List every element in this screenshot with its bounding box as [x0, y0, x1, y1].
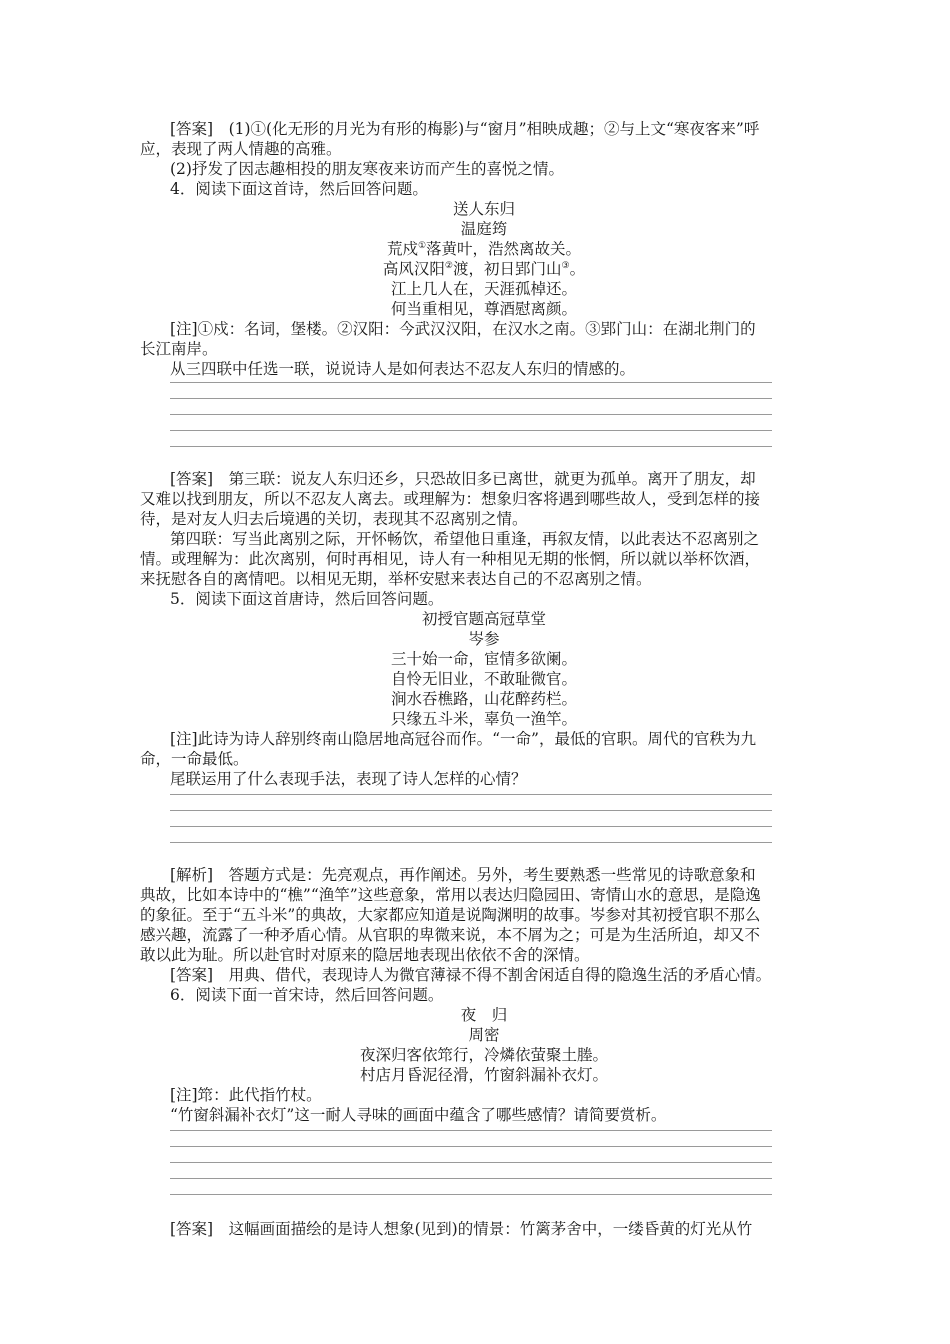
analysis-text: 敢以此为耻。所以赴官时对原来的隐居地表现出依依不舍的深情。: [140, 946, 590, 964]
poem-text: 落黄叶，浩然离故关。: [426, 240, 582, 258]
answer-text: [答案] 这幅画面描绘的是诗人想象(见到)的情景：竹篱茅舍中，一缕昏黄的灯光从竹: [170, 1220, 753, 1238]
question-prompt: “竹窗斜漏补衣灯”这一耐人寻味的画面中蕴含了哪些感情？请简要赏析。: [170, 1106, 667, 1124]
poem-title: 送人东归: [452, 200, 515, 218]
answer-line: [170, 1178, 772, 1179]
question-heading: 5．阅读下面这首唐诗，然后回答问题。: [170, 590, 444, 608]
answer-line: [170, 794, 772, 795]
poem-text: 荒戍: [386, 240, 418, 258]
answer-line: [170, 1146, 772, 1147]
answer-line: [170, 842, 772, 843]
analysis-text: [解析] 答题方式是：先亮观点，再作阐述。另外，考生要熟悉一些常见的诗歌意象和: [170, 866, 756, 884]
answer-line: [170, 382, 772, 383]
answer-line: [170, 398, 772, 399]
poem-line: 只缘五斗米，辜负一渔竿。: [390, 710, 577, 728]
poem-author: 岑参: [468, 630, 500, 648]
question-heading: 4．阅读下面这首诗，然后回答问题。: [170, 180, 428, 198]
analysis-text: 感兴趣，流露了一种矛盾心情。从官职的卑微来说，本不屑为之；可是为生活所迫，却又不: [140, 926, 761, 944]
answer-text: [答案] 第三联：说友人东归还乡，只恐故旧多已离世，就更为孤单。离开了朋友，却: [170, 470, 756, 488]
question-prompt: 从三四联中任选一联，说说诗人是如何表达不忍友人东归的情感的。: [170, 360, 636, 378]
answer-text: 又难以找到朋友，所以不忍友人离去。或理解为：想象归客将遇到哪些故人，受到怎样的接: [140, 490, 761, 508]
question-prompt: 尾联运用了什么表现手法，表现了诗人怎样的心情？: [170, 770, 527, 788]
note-text: [注]筇：此代指竹杖。: [170, 1086, 322, 1104]
poem-line: [140, 240, 828, 258]
answer-text: [答案] 用典、借代，表现诗人为微官薄禄不得不割舍闲适自得的隐逸生活的矛盾心情。: [170, 966, 772, 984]
answer-text: 情。或理解为：此次离别，何时再相见，诗人有一种相见无期的怅惘，所以就以举杯饮酒，: [140, 550, 761, 568]
poem-title: 夜 归: [460, 1006, 508, 1024]
poem-title: 初授官题高冠草堂: [421, 610, 546, 628]
footnote-marker: ②: [444, 261, 453, 271]
poem-line: 自怜无旧业，不敢耻微官。: [390, 670, 577, 688]
poem-line: 村店月昏泥径滑，竹窗斜漏补衣灯。: [359, 1066, 608, 1084]
poem-line: 涧水吞樵路，山花醉药栏。: [390, 690, 577, 708]
answer-text: 第四联：写当此离别之际，开怀畅饮，希望他日重逢，再叙友情，以此表达不忍离别之: [170, 530, 760, 548]
answer-line: [170, 430, 772, 431]
note-text: 命，一命最低。: [140, 750, 249, 768]
note-text: [注]此诗为诗人辞别终南山隐居地高冠谷而作。“一命”，最低的官职。周代的官秩为九: [170, 730, 756, 748]
poem-text: 高风汉阳: [382, 260, 445, 278]
note-text: [注]①戍：名词，堡楼。②汉阳：今武汉汉阳，在汉水之南。③郢门山：在湖北荆门的: [170, 320, 756, 338]
answer-line: [170, 414, 772, 415]
poem-line: [140, 260, 828, 278]
answer-text: (2)抒发了因志趣相投的朋友寒夜来访而产生的喜悦之情。: [170, 160, 564, 178]
analysis-text: 的象征。至于“五斗米”的典故，大家都应知道是说陶渊明的故事。岑参对其初授官职不那么: [140, 906, 761, 924]
poem-text: 渡，初日郢门山: [452, 260, 562, 278]
poem-line: 夜深归客依筇行，冷燐依萤聚土塍。: [359, 1046, 608, 1064]
answer-text: [答案] (1)①(化无形的月光为有形的梅影)与“窗月”相映成趣；②与上文“寒夜客来”呼: [170, 120, 760, 138]
answer-line: [170, 1194, 772, 1195]
question-heading: 6．阅读下面一首宋诗，然后回答问题。: [170, 986, 444, 1004]
poem-author: 周密: [468, 1026, 500, 1044]
answer-line: [170, 446, 772, 447]
answer-text: 待，是对友人归去后境遇的关切，表现其不忍离别之情。: [140, 510, 528, 528]
poem-line: 何当重相见，尊酒慰离颜。: [390, 300, 577, 318]
poem-author: 温庭筠: [460, 220, 508, 238]
note-text: 长江南岸。: [140, 340, 218, 358]
answer-line: [170, 810, 772, 811]
answer-line: [170, 1130, 772, 1131]
poem-text: 。: [569, 260, 586, 278]
answer-line: [170, 1162, 772, 1163]
poem-line: 江上几人在，天涯孤棹还。: [390, 280, 577, 298]
answer-text: 应，表现了两人情趣的高雅。: [140, 140, 342, 158]
footnote-marker: ③: [561, 261, 570, 271]
analysis-text: 典故，比如本诗中的“樵”“渔竿”这些意象，常用以表达归隐园田、寄情山水的意思，是隐逸: [140, 886, 761, 904]
footnote-marker: ①: [417, 241, 427, 251]
poem-line: 三十始一命，宦情多欲阑。: [390, 650, 577, 668]
answer-text: 来抚慰各自的离情吧。以相见无期，举杯安慰来表达自己的不忍离别之情。: [140, 570, 652, 588]
answer-line: [170, 826, 772, 827]
